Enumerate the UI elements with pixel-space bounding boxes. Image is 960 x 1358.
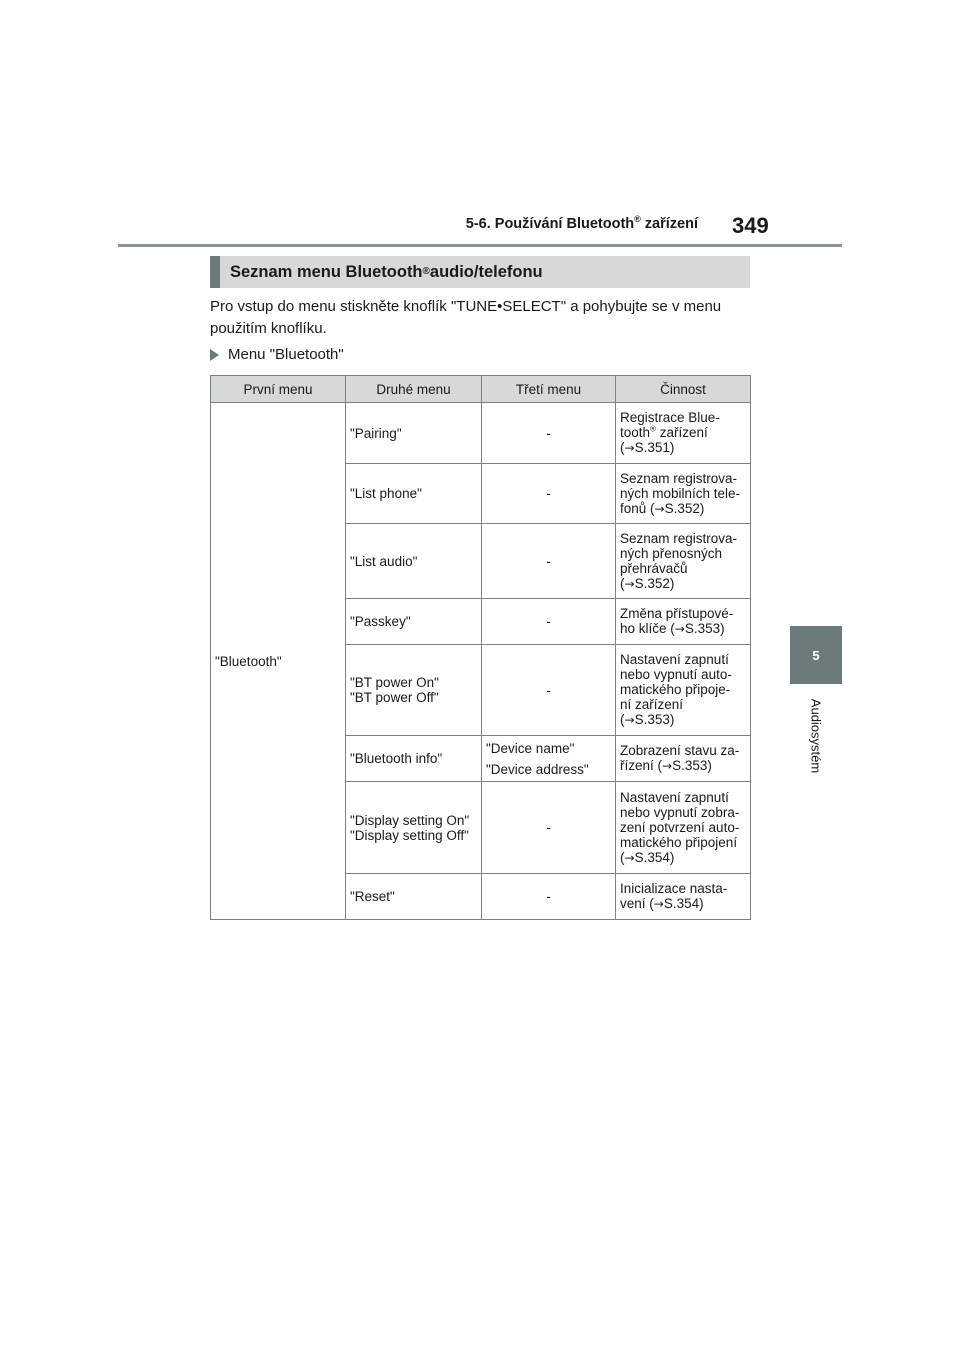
cell-text: ( [620, 575, 625, 591]
cell-text: ( [620, 712, 625, 727]
first-menu-cell: "Bluetooth" [211, 403, 346, 920]
third-menu-cell [482, 599, 616, 645]
cell-text: Inicializace nasta- [620, 881, 728, 896]
second-menu-cell [346, 782, 482, 874]
menu-table [210, 375, 751, 920]
cell-text: ných přenosných [620, 545, 723, 561]
chapter-title-suffix: zařízení [640, 216, 698, 232]
arrow-right-icon: → [624, 713, 635, 727]
chapter-title-text: 5-6. Používání Bluetooth [465, 216, 635, 232]
cell-text: ( [620, 849, 625, 865]
triangle-bullet-icon [210, 349, 219, 361]
cell-text: nebo vypnutí zobra- [620, 804, 740, 820]
page-reference: S.354) [634, 849, 675, 865]
second-menu-cell [346, 736, 482, 782]
page-reference: S.353) [684, 621, 725, 636]
cell-text: "BT power On" [350, 675, 439, 690]
cell-text: vení ( [620, 896, 654, 911]
third-menu-cell [482, 403, 616, 464]
cell-text: přehrávačů [620, 560, 688, 576]
arrow-right-icon: → [662, 759, 673, 773]
column-header: Činnost [616, 376, 751, 403]
action-cell [616, 464, 751, 524]
action-cell [616, 782, 751, 874]
cell-text: "Reset" [350, 889, 395, 904]
third-menu-cell [482, 645, 616, 736]
cell-text: - [546, 614, 551, 629]
cell-text: nebo vypnutí auto- [620, 667, 732, 682]
cell-text: "Display setting Off" [350, 827, 469, 843]
action-cell [616, 645, 751, 736]
cell-text: Nastavení zapnutí [620, 789, 729, 805]
cell-text: Seznam registrova- [620, 530, 738, 546]
page-reference: S.352) [664, 500, 705, 516]
cell-text: "Device name" [486, 740, 575, 756]
cell-text: - [546, 425, 551, 441]
cell-text: "List phone" [350, 486, 422, 501]
second-menu-cell [346, 645, 482, 736]
cell-text: ných mobilních tele- [620, 485, 741, 501]
action-cell [616, 874, 751, 920]
cell-text: "Display setting On" [350, 812, 470, 828]
cell-text: tooth [620, 425, 651, 440]
page-reference: S.353) [634, 712, 675, 727]
header-divider [118, 244, 842, 247]
cell-text: "List audio" [350, 553, 418, 569]
third-menu-cell [482, 736, 616, 782]
page-number: 349 [732, 213, 769, 238]
second-menu-cell [346, 464, 482, 524]
section-heading-text: Seznam menu Bluetooth [230, 262, 423, 281]
cell-text: - [546, 553, 551, 569]
cell-text: Nastavení zapnutí [620, 652, 729, 667]
table-row [211, 403, 751, 464]
cell-text: Seznam registrova- [620, 470, 738, 486]
cell-text: "BT power Off" [350, 690, 439, 705]
cell-text: - [546, 820, 551, 835]
cell-text: fonů ( [620, 500, 655, 516]
third-menu-cell [482, 464, 616, 524]
table-header-row [211, 376, 751, 403]
action-cell [616, 524, 751, 599]
third-menu-cell [482, 782, 616, 874]
section-heading-suffix: audio/telefonu [429, 262, 543, 281]
cell-text: - [546, 682, 551, 698]
registered-mark: ® [650, 424, 656, 434]
submenu-title-text: Menu "Bluetooth" [228, 346, 344, 363]
cell-text: ho klíče ( [620, 621, 675, 636]
column-header: Druhé menu [346, 376, 482, 403]
column-header: První menu [211, 376, 346, 403]
second-menu-cell [346, 524, 482, 599]
page-reference: S.351) [634, 440, 675, 455]
action-cell [616, 599, 751, 645]
page-reference: S.353) [672, 758, 712, 773]
arrow-right-icon: → [674, 622, 685, 636]
page-reference: S.352) [634, 575, 675, 591]
cell-text: - [546, 889, 551, 904]
section-heading: Seznam menu Bluetooth ® audio/telefonu [210, 256, 750, 288]
arrow-right-icon: → [653, 897, 664, 911]
cell-text: zení potvrzení auto- [620, 819, 740, 835]
cell-text: ní zařízení [620, 697, 684, 712]
column-header: Třetí menu [482, 376, 616, 403]
intro-paragraph: Pro vstup do menu stiskněte knoflík "TUNE•SELECT" a pohybujte se v menu použitím knoflíku. [210, 298, 722, 337]
cell-text: matického připoje- [620, 682, 731, 697]
cell-text: Registrace Blue- [620, 410, 720, 425]
action-cell: Registrace Blue- tooth® zařízení (→S.351) [616, 403, 751, 464]
cell-text: - [546, 486, 551, 501]
action-cell [616, 736, 751, 782]
cell-text: Zobrazení stavu za- [620, 743, 740, 758]
cell-text: Změna přístupové- [620, 606, 734, 621]
cell-text: řízení ( [620, 758, 663, 773]
cell-text: matického připojení [620, 834, 738, 850]
third-menu-cell [482, 874, 616, 920]
cell-text: zařízení [655, 425, 708, 440]
cell-text: "Passkey" [350, 614, 411, 629]
chapter-title [466, 216, 698, 232]
submenu-title [210, 346, 344, 363]
arrow-right-icon: → [624, 441, 635, 455]
arrow-right-icon: → [624, 850, 635, 865]
page-reference: S.354) [663, 896, 704, 911]
second-menu-cell [346, 874, 482, 920]
arrow-right-icon: → [624, 576, 635, 591]
chapter-tab-label: Audiosystém [808, 698, 824, 774]
arrow-right-icon: → [654, 501, 665, 516]
cell-text: "Bluetooth info" [350, 751, 443, 766]
second-menu-cell [346, 599, 482, 645]
cell-text: "Device address" [486, 761, 589, 777]
second-menu-cell [346, 403, 482, 464]
registered-mark: ® [634, 214, 641, 225]
chapter-tab: 5 [790, 626, 842, 684]
cell-text: "Pairing" [350, 425, 402, 441]
third-menu-cell [482, 524, 616, 599]
